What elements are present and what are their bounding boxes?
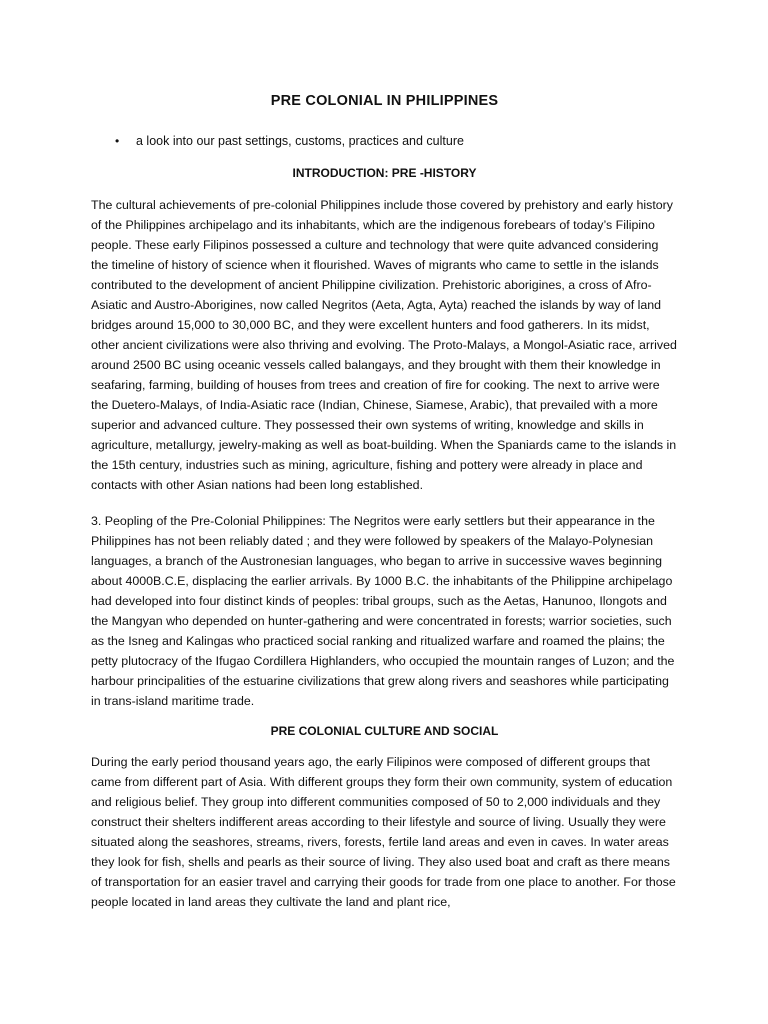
paragraph-peopling: 3. Peopling of the Pre-Colonial Philippines: The Negritos were early settlers but their appearance in the Philippines has not been reliably dated ; and they were followed by speakers of the Malayo-Polynesian languages, a branch of the Austronesian languages, who began to arrive in successive waves beginning about 4000B.C.E, displacing the earlier arrivals. By 1000 B.C. the inhabitants of the Philippine archipelago had developed into four distinct kinds of peoples: tribal groups, such as the Aetas, Hanunoo, Ilongots and the Mangyan who depended on hunter-gathering and were concentrated in forests; warrior societies, such as the Isneg and Kalingas who practiced social ranking and ritualized warfare and roamed the plains; the petty plutocracy of the Ifugao Cordillera Highlanders, who occupied the mountain ranges of Luzon; and the harbour principalities of the estuarine civilizations that grew along rivers and seashores while participating in trans-island maritime trade. bbox=[91, 514, 675, 708]
section-heading-culture: PRE COLONIAL CULTURE AND SOCIAL bbox=[270, 724, 499, 738]
document-title: PRE COLONIAL IN PHILIPPINES bbox=[270, 93, 499, 109]
bullet-text: a look into our past settings, customs, practices and culture bbox=[136, 134, 464, 148]
bullet-icon: • bbox=[115, 134, 120, 148]
paragraph-introduction: The cultural achievements of pre-colonial Philippines include those covered by prehistory and early history of the Philippines archipelago and its inhabitants, which are the indigenous forebears of today’s Filipino people. These early Filipinos possessed a culture and technology that were quite advanced considering the timeline of history of science when it flourished. Waves of migrants who came to settle in the islands contributed to the development of ancient Philippine civilization. Prehistoric aborigines, a cross of Afro-Asiatic and Austro-Aborigines, now called Negritos (Aeta, Agta, Ayta) reached the islands by way of land bridges around 15,000 to 30,000 BC, and they were excellent hunters and food gatherers. In its midst, other ancient civilizations were also thriving and evolving. The Proto-Malays, a Mongol-Asiatic race, arrived around 2500 BC using oceanic vessels called balangays, and they brought with them their knowledge in seafaring, farming, building of houses from trees and creation of fire for cooking. The next to arrive were the Duetero-Malays, of India-Asiatic race (Indian, Chinese, Siamese, Arabic), that prevailed with a more superior and advanced culture. They possessed their own systems of writing, knowledge and skills in agriculture, metallurgy, jewelry-making as well as boat-building. When the Spaniards came to the islands in the 15th century, industries such as mining, agriculture, fishing and pottery were already in place and contacts with other Asian nations had been long established. bbox=[91, 198, 677, 492]
paragraph-culture: During the early period thousand years ago, the early Filipinos were composed of different groups that came from different part of Asia. With different groups they form their own community, system of education and religious belief. They group into different communities composed of 50 to 2,000 individuals and they construct their shelters indifferent areas according to their lifestyle and source of living. Usually they were situated along the seashores, streams, rivers, forests, fertile land areas and even in caves. In water areas they look for fish, shells and pearls as their source of living. They also used boat and craft as there means of transportation for an easier travel and carrying their goods for trade from one place to another. For those people located in land areas they cultivate the land and plant rice, bbox=[91, 755, 676, 909]
section-heading-introduction: INTRODUCTION: PRE -HISTORY bbox=[292, 166, 477, 180]
